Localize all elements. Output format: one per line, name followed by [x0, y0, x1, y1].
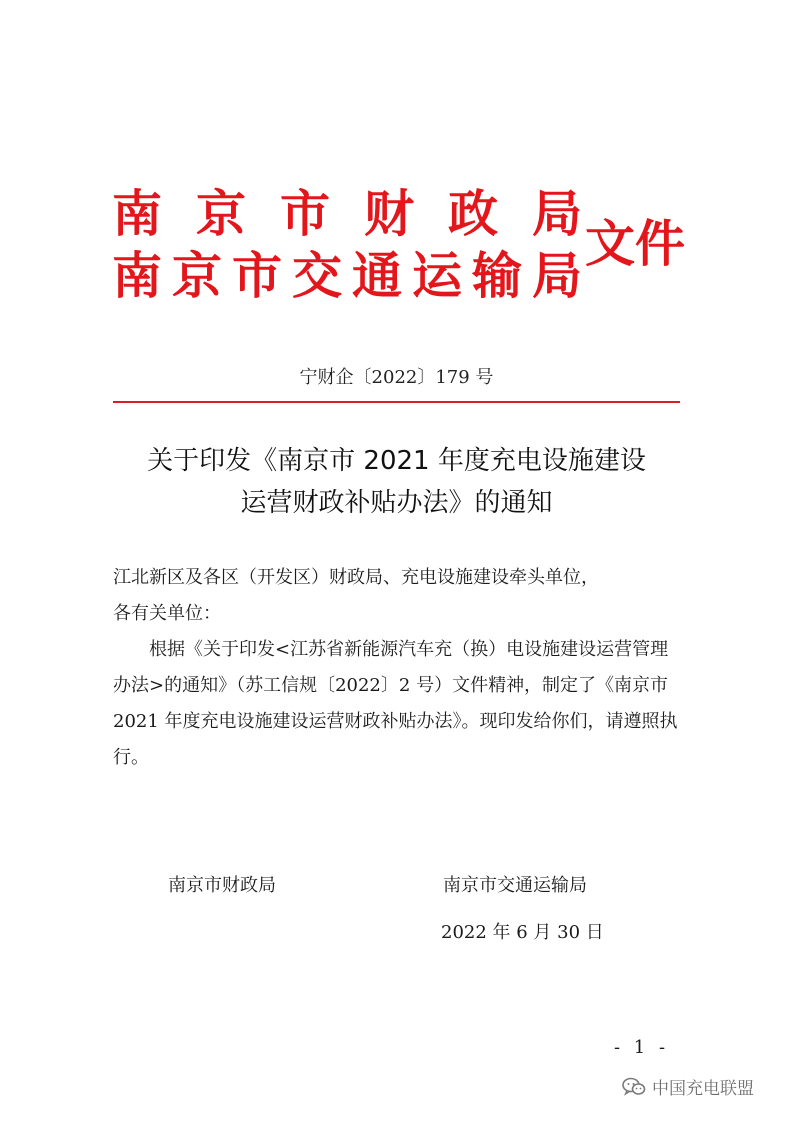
issuer-char: 财 — [364, 185, 414, 243]
document-suffix: 文件 — [585, 215, 685, 273]
addressee-line-2: 各有关单位： — [113, 603, 221, 624]
issuer-transport-bureau — [112, 248, 582, 304]
issuer-char: 南 — [112, 185, 162, 243]
document-body — [113, 560, 681, 776]
title-line-2: 运营财政补贴办法》的通知 — [240, 488, 553, 518]
signature-block — [0, 872, 793, 952]
signature-date: 2022 年 6 月 30 日 — [441, 922, 604, 943]
addressee-line-1: 江北新区及各区（开发区）财政局、充电设施建设牵头单位， — [113, 567, 599, 588]
issuer-char: 京 — [196, 185, 246, 243]
issuer-finance-bureau — [112, 186, 582, 242]
watermark-text: 中国充电联盟 — [652, 1079, 754, 1099]
issuer-char: 南 — [112, 247, 162, 305]
document-title — [100, 440, 693, 524]
watermark — [622, 1074, 754, 1099]
page-number: - 1 - — [614, 1037, 670, 1058]
body-paragraph: 根据《关于印发<江苏省新能源汽车充（换）电设施建设运营管理办法>的通知》（苏工信规〔2022〕2 号）文件精神，制定了《南京市 2021 年度充电设施建设运营财政补贴办法》。现印发给你们，请遵照执行。 — [113, 639, 678, 768]
signature-finance-bureau: 南京市财政局 — [168, 875, 276, 896]
document-header — [0, 176, 793, 316]
issuer-char: 京 — [172, 247, 222, 305]
red-divider — [113, 401, 680, 403]
issuer-char: 政 — [448, 185, 498, 243]
issuer-char: 市 — [232, 247, 282, 305]
wechat-icon — [622, 1077, 646, 1097]
issuer-char: 局 — [532, 185, 582, 243]
issuer-char: 运 — [412, 247, 462, 305]
issuer-char: 局 — [532, 247, 582, 305]
issuer-char: 通 — [352, 247, 402, 305]
issuer-char: 市 — [280, 185, 330, 243]
document-number: 宁财企〔2022〕179 号 — [299, 367, 494, 388]
signature-transport-bureau: 南京市交通运输局 — [443, 875, 587, 896]
issuer-char: 输 — [472, 247, 522, 305]
title-line-1: 关于印发《南京市 2021 年度充电设施建设 — [147, 446, 646, 476]
issuer-char: 交 — [292, 247, 342, 305]
